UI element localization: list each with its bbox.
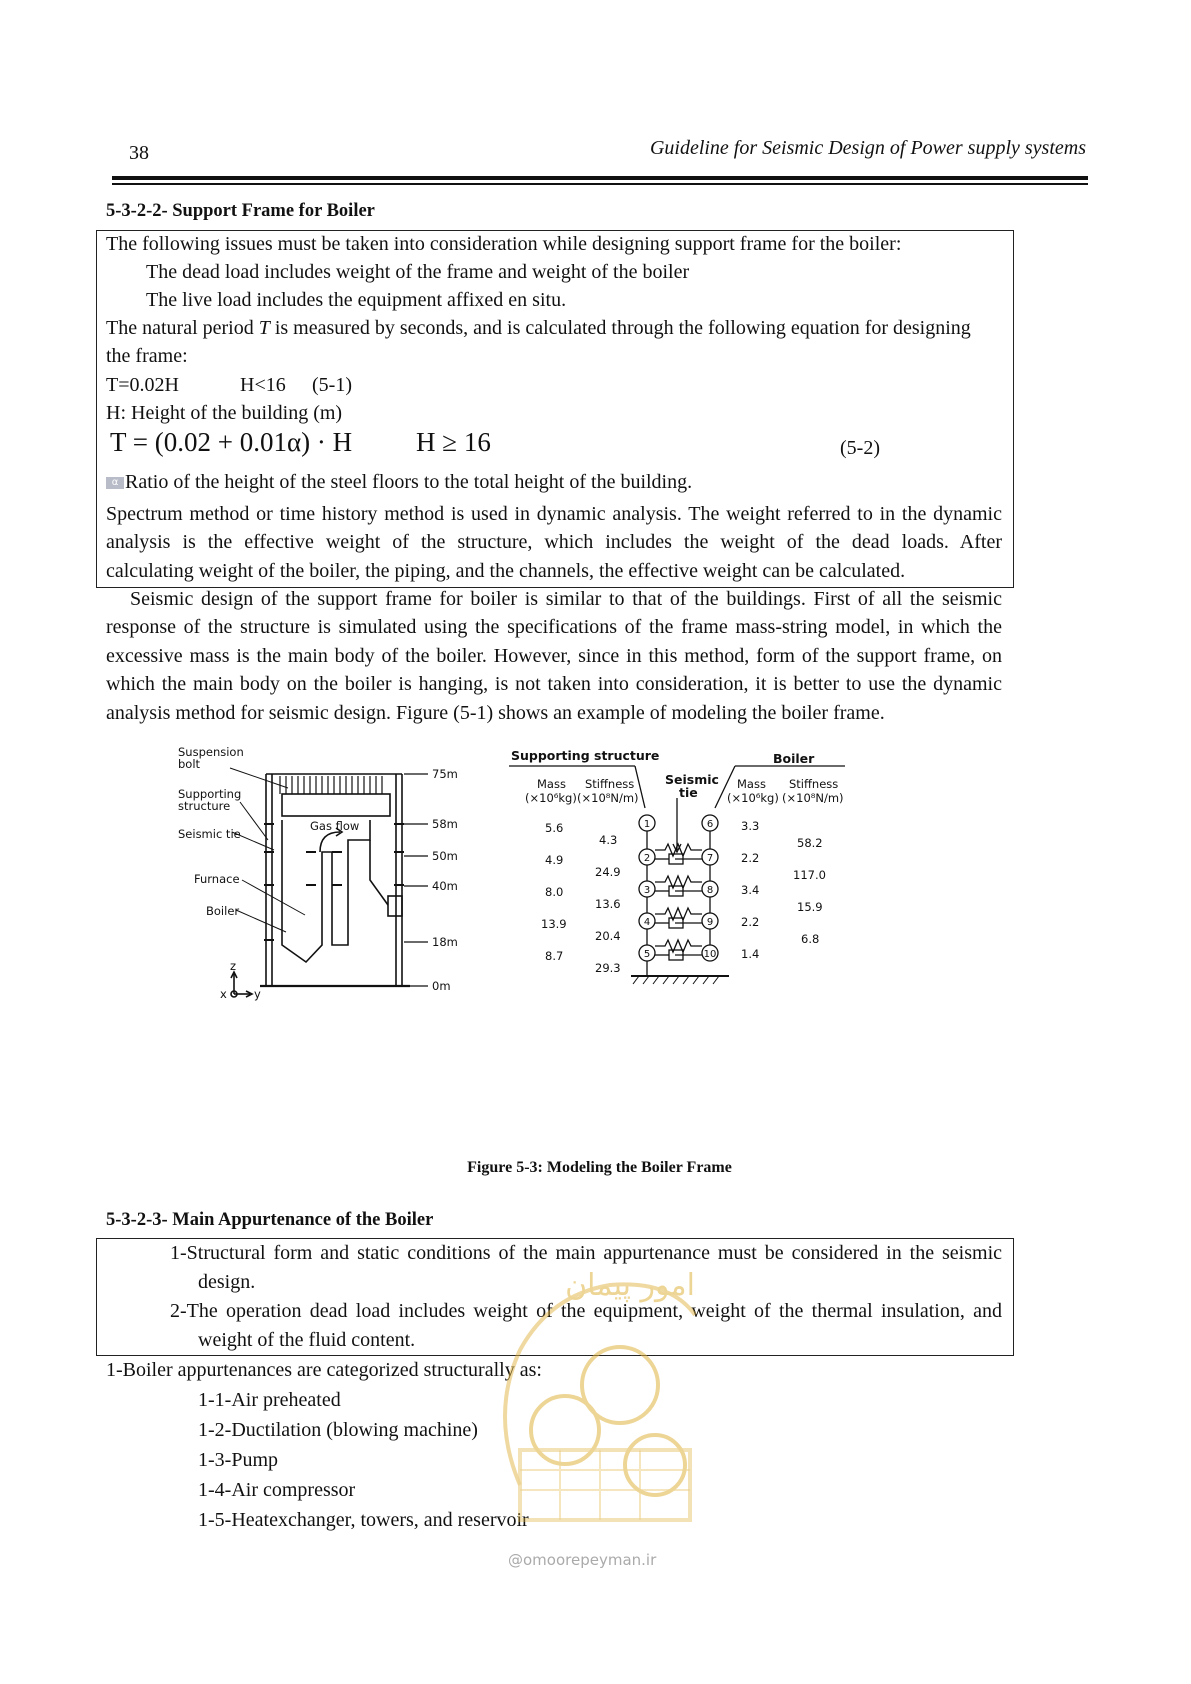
left-mass-unit: (×10⁶kg) xyxy=(525,791,577,805)
axis-z: z xyxy=(230,959,237,973)
right-stiffness-header: Stiffness xyxy=(789,777,839,791)
body-paragraph-line: response of the structure is simulated using the specifications of the frame mass-string model, in which the xyxy=(106,616,1002,638)
left-stiffness-value: 13.6 xyxy=(595,897,621,911)
node-8: 8 xyxy=(706,885,714,896)
list-item: 1-5-Heatexchanger, towers, and reservoir xyxy=(198,1509,529,1531)
watermark-logo-text: امور پیمان xyxy=(565,1268,695,1303)
equation-5-2-condition: H ≥ 16 xyxy=(416,427,491,457)
node-2: 2 xyxy=(643,853,651,864)
mass-spring-model xyxy=(505,740,865,1000)
boiler-frame-drawing xyxy=(170,740,470,1010)
equation-5-1-formula: T=0.02H xyxy=(106,374,179,396)
watermark-url xyxy=(508,1551,656,1569)
node-7: 7 xyxy=(706,853,714,864)
body-paragraph-line: which the main body on the boiler is hanging, is not taken into consideration, it is better to use the dynamic xyxy=(106,673,1002,695)
right-stiffness-value: 117.0 xyxy=(793,868,826,882)
alpha-definition-text: Ratio of the height of the steel floors to the total height of the building. xyxy=(125,471,693,493)
left-mass-header: Mass xyxy=(537,777,566,791)
box-line: the frame: xyxy=(106,345,188,367)
box-line: The dead load includes weight of the frame and weight of the boiler xyxy=(146,261,690,283)
label-boiler: Boiler xyxy=(206,904,240,918)
label-boiler-column: Boiler xyxy=(773,751,815,766)
box-line: design. xyxy=(198,1271,256,1293)
level-75m: 75m xyxy=(432,767,458,781)
text-suffix: is measured by seconds, and is calculated through the following equation for designing xyxy=(269,317,971,339)
right-mass-value: 1.4 xyxy=(741,947,760,961)
left-mass-value: 8.7 xyxy=(545,949,564,963)
left-mass-value: 4.9 xyxy=(545,853,564,867)
header-rule-thin xyxy=(112,183,1088,185)
section-heading-support-frame: 5-3-2-2- Support Frame for Boiler xyxy=(106,201,375,221)
page-number: 38 xyxy=(129,142,149,164)
node-10: 10 xyxy=(703,949,717,960)
right-stiffness-value: 15.9 xyxy=(797,900,823,914)
label-structure: structure xyxy=(178,799,231,813)
equation-5-2-number: (5-2) xyxy=(840,437,880,459)
axis-y: y xyxy=(254,987,261,1001)
label-supporting: Supporting xyxy=(178,787,242,801)
equation-5-1-condition: H<16 xyxy=(240,374,286,396)
box-line xyxy=(106,313,1002,344)
box-line: The following issues must be taken into consideration while designing support frame for the boiler: xyxy=(106,233,902,255)
header-rule xyxy=(112,176,1088,180)
list-item: 1-3-Pump xyxy=(198,1449,278,1471)
right-mass-unit: (×10⁶kg) xyxy=(727,791,779,805)
running-title: Guideline for Seismic Design of Power supply systems xyxy=(649,137,1086,159)
equation-5-1-number: (5-1) xyxy=(312,374,352,396)
text-prefix: The natural period xyxy=(106,317,259,339)
right-stiffness-value: 6.8 xyxy=(801,932,820,946)
level-18m: 18m xyxy=(432,935,458,949)
body-paragraph-line: excessive mass is the main body of the boiler. However, since in this method, form of the support frame, on xyxy=(106,645,1002,667)
alpha-definition xyxy=(106,467,692,498)
left-stiffness-value: 20.4 xyxy=(595,929,621,943)
box-line: 2-The operation dead load includes weight of the equipment, weight of the thermal insulation, and xyxy=(170,1300,1002,1322)
label-bolt: bolt xyxy=(178,757,201,771)
left-stiffness-value: 29.3 xyxy=(595,961,621,975)
right-mass-value: 3.3 xyxy=(741,819,760,833)
right-mass-value: 2.2 xyxy=(741,915,760,929)
alpha-icon: α xyxy=(106,477,124,489)
node-3: 3 xyxy=(643,885,651,896)
node-4: 4 xyxy=(643,917,651,928)
axis-x: x xyxy=(220,987,227,1001)
watermark-url-text: omoorepeyman.ir xyxy=(523,1551,657,1569)
node-5: 5 xyxy=(643,949,651,960)
equation-5-2-formula: T = (0.02 + 0.01α) · H xyxy=(110,427,353,457)
label-seismic-tie: Seismic tie xyxy=(178,827,241,841)
right-mass-header: Mass xyxy=(737,777,766,791)
box-line: weight of the fluid content. xyxy=(198,1329,416,1351)
node-9: 9 xyxy=(706,917,714,928)
list-item: 1-1-Air preheated xyxy=(198,1389,341,1411)
right-stiffness-unit: (×10⁸N/m) xyxy=(782,791,844,805)
box-line: H: Height of the building (m) xyxy=(106,402,343,424)
right-mass-value: 2.2 xyxy=(741,851,760,865)
section-heading-appurtenance: 5-3-2-3- Main Appurtenance of the Boiler xyxy=(106,1210,434,1230)
level-0m: 0m xyxy=(432,979,451,993)
node-6: 6 xyxy=(706,819,714,830)
left-stiffness-value: 4.3 xyxy=(599,833,618,847)
body-paragraph-line: Seismic design of the support frame for boiler is similar to that of the buildings. First of all the seismic xyxy=(130,588,1002,610)
box-paragraph-line: calculating weight of the boiler, the piping, and the channels, the effective weight can be calculated. xyxy=(106,560,906,582)
label-gas-flow: Gas flow xyxy=(310,819,360,833)
right-stiffness-value: 58.2 xyxy=(797,836,823,850)
left-mass-value: 5.6 xyxy=(545,821,564,835)
box-paragraph-line: analysis is the effective weight of the structure, which includes the weight of the dead loads. After xyxy=(106,531,1002,553)
left-stiffness-unit: (×10⁸N/m) xyxy=(577,791,639,805)
level-40m: 40m xyxy=(432,879,458,893)
left-stiffness-value: 24.9 xyxy=(595,865,621,879)
list-item: 1-2-Ductilation (blowing machine) xyxy=(198,1419,478,1441)
label-seismic: Seismic xyxy=(665,772,719,787)
list-item: 1-4-Air compressor xyxy=(198,1479,356,1501)
list-intro: 1-Boiler appurtenances are categorized structurally as: xyxy=(106,1359,542,1381)
box-line: The live load includes the equipment affixed en situ. xyxy=(146,289,567,311)
node-1: 1 xyxy=(643,819,651,830)
watermark-icon: @ xyxy=(508,1551,523,1569)
level-58m: 58m xyxy=(432,817,458,831)
left-stiffness-header: Stiffness xyxy=(585,777,635,791)
symbol-T: T xyxy=(258,317,270,339)
left-mass-value: 13.9 xyxy=(541,917,567,931)
level-50m: 50m xyxy=(432,849,458,863)
label-supporting-structure: Supporting structure xyxy=(511,748,660,763)
watermark-logo xyxy=(480,1255,710,1545)
box-line: 1-Structural form and static conditions of the main appurtenance must be considered in the seismic xyxy=(170,1242,1002,1264)
figure-caption: Figure 5-3: Modeling the Boiler Frame xyxy=(467,1159,732,1176)
box-paragraph-line: Spectrum method or time history method is used in dynamic analysis. The weight referred to in the dynamic xyxy=(106,503,1002,525)
label-suspension: Suspension xyxy=(178,745,244,759)
left-mass-value: 8.0 xyxy=(545,885,564,899)
label-furnace: Furnace xyxy=(194,872,240,886)
body-paragraph-line: analysis method for seismic design. Figure (5-1) shows an example of modeling the boiler frame. xyxy=(106,702,885,724)
label-tie: tie xyxy=(679,785,698,800)
right-mass-value: 3.4 xyxy=(741,883,760,897)
